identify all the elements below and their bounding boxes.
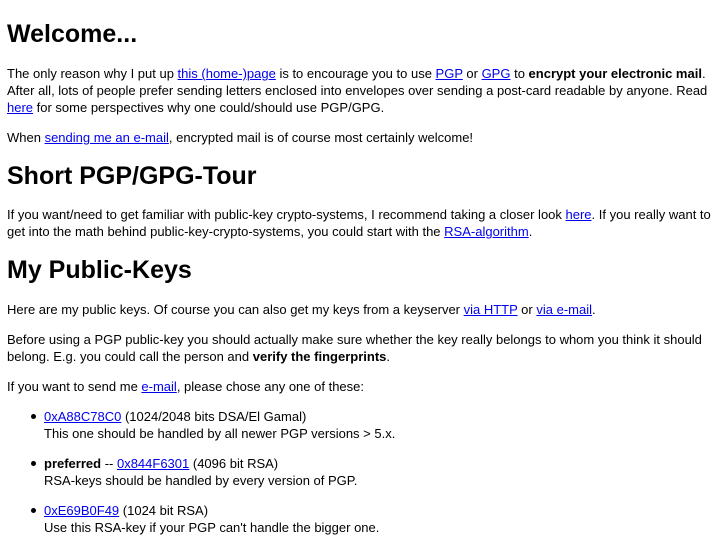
key-line: [44, 455, 720, 472]
text: Before using a PGP public-key you should actually make sure whether the key really belongs to whom you think it should belong. E.g. you could call the person and: [7, 332, 702, 364]
text: to: [510, 66, 529, 81]
text: .: [591, 302, 596, 317]
preferred-label: preferred: [44, 456, 102, 471]
key-note: This one should be handled by all newer PGP versions > 5.x.: [44, 426, 396, 441]
choose-key-paragraph: [7, 378, 720, 395]
key-line: [44, 502, 720, 519]
encrypt-mail-emphasis: encrypt your electronic mail: [528, 66, 702, 81]
key-list: [7, 408, 720, 536]
bullet-icon: [31, 461, 36, 466]
text: When: [7, 130, 45, 145]
key-info: (1024/2048 bits DSA/El Gamal): [121, 409, 307, 424]
key-link-e69b0f49[interactable]: 0xE69B0F49: [44, 503, 120, 518]
key-list-item: [44, 408, 720, 442]
homepage-link[interactable]: this (home-)page: [177, 66, 276, 81]
keys-intro-paragraph: [7, 301, 720, 318]
crypto-here-link[interactable]: here: [565, 207, 592, 222]
key-list-item: [44, 502, 720, 536]
welcome-heading: Welcome...: [7, 20, 138, 48]
text: Here are my public keys. Of course you can also get my keys from a keyserver: [7, 302, 464, 317]
key-info: (4096 bit RSA): [189, 456, 279, 471]
text: for some perspectives why one could/should use PGP/GPG.: [33, 100, 385, 115]
key-note: Use this RSA-key if your PGP can't handle the bigger one.: [44, 520, 380, 535]
keyserver-http-link[interactable]: via HTTP: [463, 302, 518, 317]
key-list-item: [44, 455, 720, 489]
fingerprint-paragraph: [7, 331, 720, 365]
text: is to encourage you to use: [275, 66, 436, 81]
bullet-icon: [31, 508, 36, 513]
key-note: RSA-keys should be handled by every version of PGP.: [44, 473, 358, 488]
text: , please chose any one of these:: [176, 379, 364, 394]
separator: --: [101, 456, 117, 471]
perspectives-here-link[interactable]: here: [7, 100, 34, 115]
text: The only reason why I put up: [7, 66, 178, 81]
keyserver-email-link[interactable]: via e-mail: [536, 302, 592, 317]
text: .: [386, 349, 390, 364]
text: or: [517, 302, 537, 317]
gpg-link[interactable]: GPG: [481, 66, 511, 81]
public-keys-heading: My Public-Keys: [7, 256, 192, 284]
verify-fingerprints-emphasis: verify the fingerprints: [252, 349, 387, 364]
welcome-intro-paragraph: [7, 65, 720, 116]
tour-heading: Short PGP/GPG-Tour: [7, 162, 257, 190]
key-link-844f6301[interactable]: 0x844F6301: [116, 456, 190, 471]
key-line: [44, 408, 720, 425]
text: If you want to send me: [7, 379, 142, 394]
send-email-link[interactable]: sending me an e-mail: [44, 130, 169, 145]
text: . After all, lots of people prefer sending letters enclosed into envelopes over sending a post-card readable by anyone. Read: [7, 66, 708, 98]
key-info: (1024 bit RSA): [119, 503, 209, 518]
key-link-a88c78c0[interactable]: 0xA88C78C0: [44, 409, 122, 424]
rsa-algorithm-link[interactable]: RSA-algorithm: [444, 224, 529, 239]
text: or: [462, 66, 482, 81]
bullet-icon: [31, 414, 36, 419]
text: .: [528, 224, 533, 239]
text: If you want/need to get familiar with public-key crypto-systems, I recommend taking a closer look: [7, 207, 566, 222]
tour-paragraph: [7, 206, 720, 240]
email-link[interactable]: e-mail: [141, 379, 177, 394]
pgp-link[interactable]: PGP: [435, 66, 463, 81]
welcome-email-paragraph: [7, 129, 720, 146]
text: . If you really want to get into the math behind public-key-crypto-systems, you could start with the: [7, 207, 711, 239]
text: , encrypted mail is of course most certainly welcome!: [168, 130, 474, 145]
